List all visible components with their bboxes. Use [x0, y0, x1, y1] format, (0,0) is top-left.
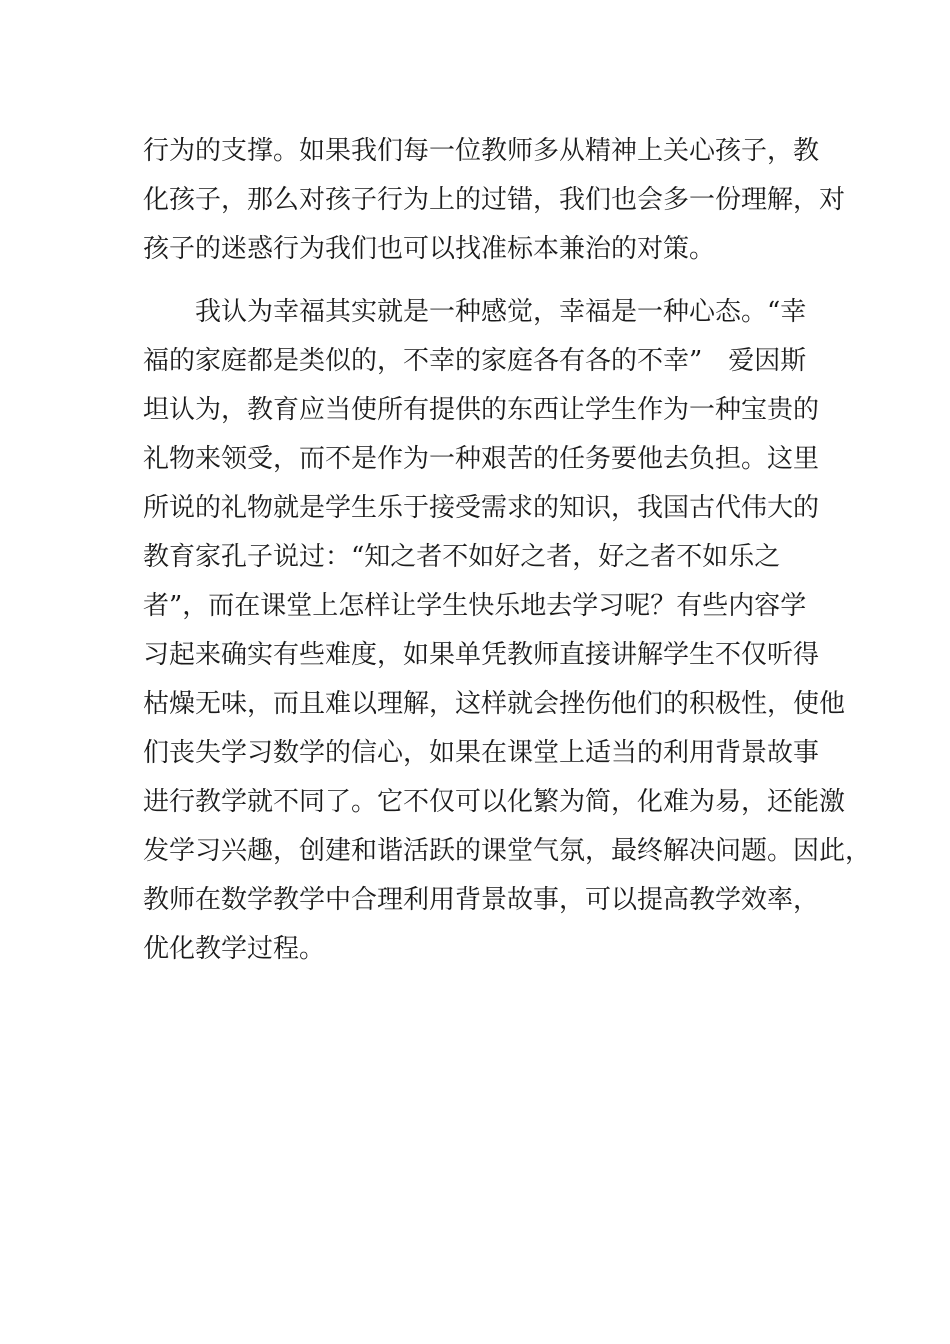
text-line: 枯燥无味，而且难以理解，这样就会挫伤他们的积极性，使他 [143, 689, 846, 719]
text-line: 行为的支撑。如果我们每一位教师多从精神上关心孩子，教 [143, 136, 820, 166]
text-line: 发学习兴趣，创建和谐活跃的课堂气氛，最终解决问题。因此， [143, 836, 872, 866]
paragraph-1 [143, 127, 846, 274]
text-line: 教育家孔子说过：“知之者不如好之者，好之者不如乐之 [143, 542, 781, 572]
paragraph-2 [143, 288, 872, 1023]
text-line: 进行教学就不同了。它不仅可以化繁为简，化难为易，还能激 [143, 787, 846, 817]
text-line: 优化教学过程。 [143, 934, 326, 964]
text-line: 我认为幸福其实就是一种感觉，幸福是一种心态。“幸 [143, 297, 807, 327]
text-line: 孩子的迷惑行为我们也可以找准标本兼治的对策。 [143, 234, 716, 264]
text-line: 福的家庭都是类似的，不幸的家庭各有各的不幸” 爱因斯 [143, 346, 807, 376]
text-line: 们丧失学习数学的信心，如果在课堂上适当的利用背景故事 [143, 738, 820, 768]
text-line: 者”，而在课堂上怎样让学生快乐地去学习呢？有些内容学 [143, 591, 807, 621]
text-line: 化孩子，那么对孩子行为上的过错，我们也会多一份理解，对 [143, 185, 846, 215]
text-line: 所说的礼物就是学生乐于接受需求的知识，我国古代伟大的 [143, 493, 820, 523]
text-line: 教师在数学教学中合理利用背景故事，可以提高教学效率， [143, 885, 820, 915]
text-line: 坦认为，教育应当使所有提供的东西让学生作为一种宝贵的 [143, 395, 820, 425]
paragraph-spacer [143, 274, 823, 288]
text-line [143, 974, 823, 1023]
text-line: 礼物来领受，而不是作为一种艰苦的任务要他去负担。这里 [143, 444, 820, 474]
text-line: 习起来确实有些难度，如果单凭教师直接讲解学生不仅听得 [143, 640, 820, 670]
body-text [143, 127, 872, 1023]
